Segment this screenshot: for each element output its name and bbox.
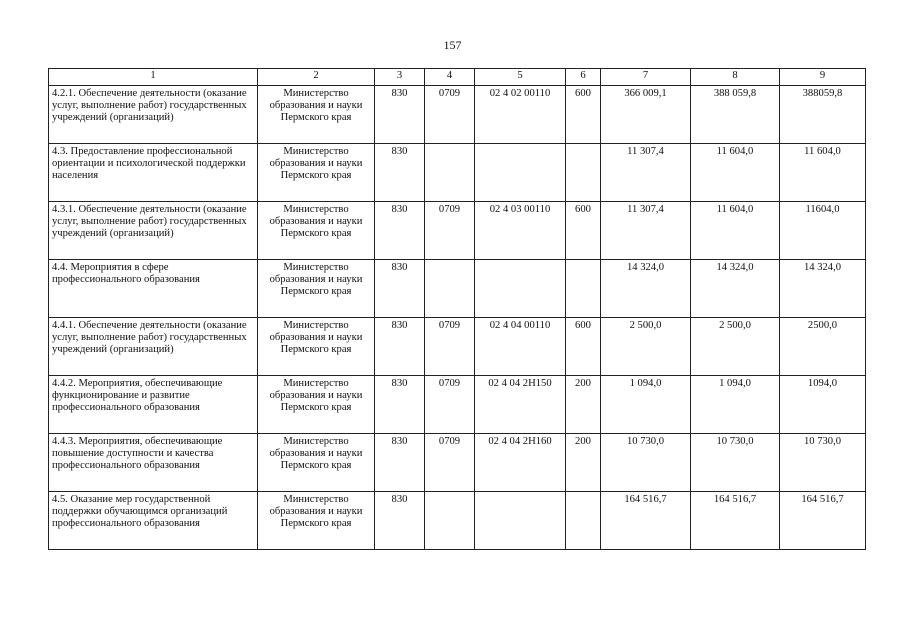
row-org-cell: Министерство образования и науки Пермского края — [258, 434, 375, 492]
row-name-cell: 4.4.1. Обеспечение деятельности (оказание услуг, выполнение работ) государственных учреждений (организаций) — [49, 318, 258, 376]
page-number: 157 — [443, 38, 462, 52]
row-col9-cell: 14 324,0 — [780, 260, 866, 318]
row-name-cell: 4.2.1. Обеспечение деятельности (оказание услуг, выполнение работ) государственных учреждений (организаций) — [49, 86, 258, 144]
row-col3-cell: 830 — [375, 86, 425, 144]
row-org-cell: Министерство образования и науки Пермского края — [258, 202, 375, 260]
row-col6-cell: 200 — [566, 376, 601, 434]
row-col8-cell: 11 604,0 — [691, 144, 780, 202]
row-col6-cell — [566, 260, 601, 318]
row-org-cell: Министерство образования и науки Пермского края — [258, 492, 375, 550]
column-header-8: 8 — [691, 69, 780, 86]
column-header-9: 9 — [780, 69, 866, 86]
table-row — [49, 144, 866, 202]
row-col5-cell: 02 4 04 2Н150 — [475, 376, 566, 434]
row-name-cell: 4.4. Мероприятия в сфере профессионального образования — [49, 260, 258, 318]
row-col9-cell: 1094,0 — [780, 376, 866, 434]
row-col5-cell — [475, 144, 566, 202]
row-col9-cell: 10 730,0 — [780, 434, 866, 492]
row-col7-cell: 10 730,0 — [601, 434, 691, 492]
budget-table — [48, 68, 866, 550]
row-name-cell: 4.5. Оказание мер государственной поддержки обучающимся организаций профессионального образования — [49, 492, 258, 550]
row-name-cell: 4.4.3. Мероприятия, обеспечивающие повышение доступности и качества профессионального образования — [49, 434, 258, 492]
row-col8-cell: 164 516,7 — [691, 492, 780, 550]
table-body — [49, 86, 866, 550]
row-col8-cell: 1 094,0 — [691, 376, 780, 434]
row-col8-cell: 10 730,0 — [691, 434, 780, 492]
row-col5-cell: 02 4 04 2Н160 — [475, 434, 566, 492]
row-col3-cell: 830 — [375, 260, 425, 318]
row-org-cell: Министерство образования и науки Пермского края — [258, 260, 375, 318]
row-col9-cell: 11604,0 — [780, 202, 866, 260]
column-header-5: 5 — [475, 69, 566, 86]
row-col5-cell: 02 4 03 00110 — [475, 202, 566, 260]
row-col6-cell: 600 — [566, 318, 601, 376]
row-col7-cell: 1 094,0 — [601, 376, 691, 434]
table-row — [49, 434, 866, 492]
table-row — [49, 492, 866, 550]
row-col7-cell: 164 516,7 — [601, 492, 691, 550]
row-col4-cell: 0709 — [425, 434, 475, 492]
row-col5-cell — [475, 260, 566, 318]
row-col4-cell — [425, 144, 475, 202]
row-org-cell: Министерство образования и науки Пермского края — [258, 376, 375, 434]
row-col8-cell: 11 604,0 — [691, 202, 780, 260]
table-row — [49, 86, 866, 144]
table-row — [49, 260, 866, 318]
row-col6-cell: 600 — [566, 86, 601, 144]
row-col3-cell: 830 — [375, 434, 425, 492]
row-org-cell: Министерство образования и науки Пермского края — [258, 86, 375, 144]
row-col5-cell: 02 4 04 00110 — [475, 318, 566, 376]
row-col7-cell: 11 307,4 — [601, 202, 691, 260]
row-org-cell: Министерство образования и науки Пермского края — [258, 318, 375, 376]
row-col7-cell: 14 324,0 — [601, 260, 691, 318]
row-col3-cell: 830 — [375, 318, 425, 376]
column-header-4: 4 — [425, 69, 475, 86]
row-col7-cell: 11 307,4 — [601, 144, 691, 202]
row-col6-cell — [566, 144, 601, 202]
row-col5-cell: 02 4 02 00110 — [475, 86, 566, 144]
row-org-cell: Министерство образования и науки Пермского края — [258, 144, 375, 202]
row-col4-cell: 0709 — [425, 86, 475, 144]
row-name-cell: 4.3. Предоставление профессиональной ориентации и психологической поддержки населения — [49, 144, 258, 202]
row-col5-cell — [475, 492, 566, 550]
table-row — [49, 376, 866, 434]
column-header-3: 3 — [375, 69, 425, 86]
row-col3-cell: 830 — [375, 202, 425, 260]
row-col6-cell: 200 — [566, 434, 601, 492]
row-col8-cell: 2 500,0 — [691, 318, 780, 376]
row-col8-cell: 14 324,0 — [691, 260, 780, 318]
header-row — [49, 69, 866, 86]
row-col4-cell: 0709 — [425, 376, 475, 434]
column-header-1: 1 — [49, 69, 258, 86]
row-col6-cell — [566, 492, 601, 550]
column-header-7: 7 — [601, 69, 691, 86]
row-col6-cell: 600 — [566, 202, 601, 260]
table-header — [49, 69, 866, 86]
row-col3-cell: 830 — [375, 492, 425, 550]
column-header-6: 6 — [566, 69, 601, 86]
row-col4-cell — [425, 492, 475, 550]
row-col9-cell: 164 516,7 — [780, 492, 866, 550]
row-col4-cell: 0709 — [425, 318, 475, 376]
row-name-cell: 4.4.2. Мероприятия, обеспечивающие функционирование и развитие профессионального образования — [49, 376, 258, 434]
row-col3-cell: 830 — [375, 144, 425, 202]
row-col4-cell — [425, 260, 475, 318]
row-col9-cell: 11 604,0 — [780, 144, 866, 202]
row-col3-cell: 830 — [375, 376, 425, 434]
row-col9-cell: 388059,8 — [780, 86, 866, 144]
row-col9-cell: 2500,0 — [780, 318, 866, 376]
row-col8-cell: 388 059,8 — [691, 86, 780, 144]
table-row — [49, 202, 866, 260]
column-header-2: 2 — [258, 69, 375, 86]
table-row — [49, 318, 866, 376]
row-col7-cell: 366 009,1 — [601, 86, 691, 144]
row-col4-cell: 0709 — [425, 202, 475, 260]
row-name-cell: 4.3.1. Обеспечение деятельности (оказание услуг, выполнение работ) государственных учреждений (организаций) — [49, 202, 258, 260]
row-col7-cell: 2 500,0 — [601, 318, 691, 376]
